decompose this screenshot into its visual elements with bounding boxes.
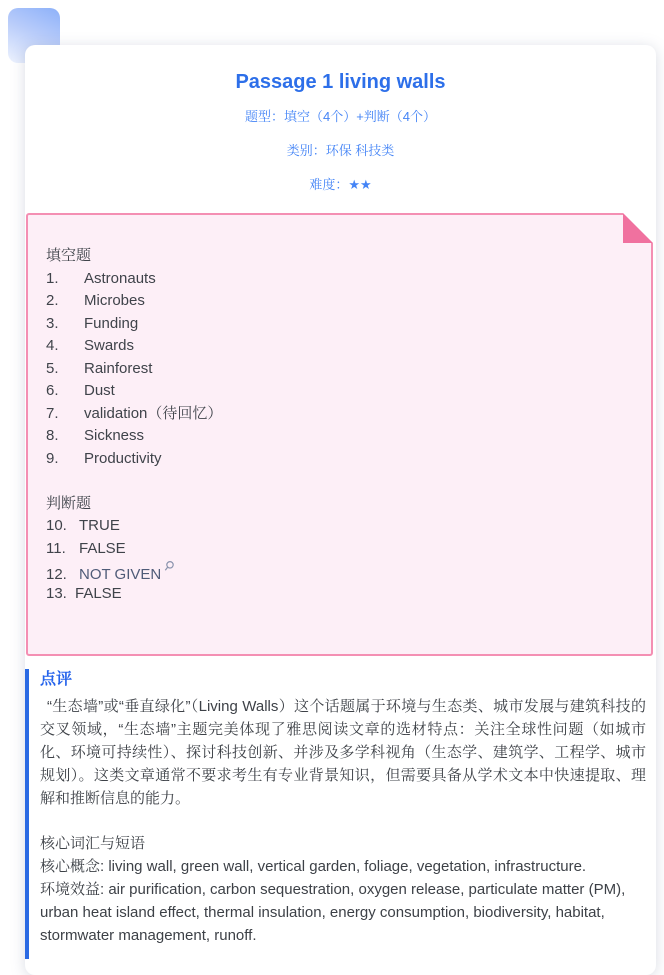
answer-number: 3. xyxy=(46,314,59,332)
answer-text: Swards xyxy=(84,337,135,354)
review-paragraph: “生态墙”或“垂直绿化”（Living Walls）这个话题属于环境与生态类、城市发展与建筑科技的交叉领域，“生态墙”主题完美体现了雅思阅读文章的选材特点：关注全球性问题（如城市化、环境可持续性）、探讨科技创新、并涉及多学科视角（生态学、建筑学、工程学、城市规划）。这类文章通常不要求考生有专业背景知识，但需要具备从学术文本中快速提取、理解和推断信息的能力。 xyxy=(40,698,646,807)
answer-item xyxy=(46,560,631,583)
blank-line xyxy=(46,470,631,493)
answer-item xyxy=(46,448,631,471)
vocab-core-concepts: 核心概念: living wall, green wall, vertical garden, foliage, vegetation, infrastructure. xyxy=(40,858,587,875)
page-title: Passage 1 living walls xyxy=(235,71,446,93)
meta-difficulty: 难度：★★ xyxy=(309,177,372,192)
answer-text: Funding xyxy=(84,314,139,332)
answer-number: 7. xyxy=(46,404,59,422)
answer-item xyxy=(46,290,631,313)
answer-text: TRUE xyxy=(79,517,120,534)
judge-section-label: 判断题 xyxy=(46,494,92,512)
answer-number: 13. xyxy=(46,584,67,602)
review-heading: 点评 xyxy=(40,671,73,688)
content-card xyxy=(25,45,656,975)
answer-number: 8. xyxy=(46,427,59,444)
answer-item xyxy=(46,403,631,426)
review-section xyxy=(25,669,656,959)
answer-item xyxy=(46,515,631,538)
answer-number: 4. xyxy=(46,337,59,354)
answer-item xyxy=(46,538,631,561)
answer-number: 5. xyxy=(46,359,59,377)
meta-question-types: 题型：填空（4个）+判断（4个） xyxy=(244,109,437,124)
blank-line xyxy=(40,810,646,832)
answer-item xyxy=(46,335,631,358)
answer-item xyxy=(46,313,631,336)
answer-text: Rainforest xyxy=(84,359,153,377)
answer-text: FALSE xyxy=(75,584,122,602)
meta-category: 类别：环保 科技类 xyxy=(286,143,395,158)
answer-number: 6. xyxy=(46,382,59,399)
answer-text: Astronauts xyxy=(84,269,156,287)
vocab-heading: 核心词汇与短语 xyxy=(40,835,146,852)
answer-item xyxy=(46,268,631,291)
judge-answers-list xyxy=(46,515,631,605)
answer-text: Sickness xyxy=(84,427,145,444)
answer-item xyxy=(46,583,631,606)
answer-text: FALSE xyxy=(79,539,126,557)
answer-number: 12. xyxy=(46,566,67,583)
answer-item xyxy=(46,380,631,403)
folded-corner xyxy=(623,213,653,243)
answer-text: validation（待回忆） xyxy=(84,404,223,422)
answer-number: 1. xyxy=(46,269,59,287)
answers-panel xyxy=(26,213,653,656)
vocab-environmental-benefits: 环境效益: air purification, carbon sequestration, oxygen release, particulate matter (PM), urban heat island effect, thermal insulation, energy consumption, biodiversity, habitat, stormwater management, runoff. xyxy=(40,881,626,944)
answer-item xyxy=(46,358,631,381)
answer-text: Productivity xyxy=(84,449,162,467)
magnifier-icon[interactable] xyxy=(163,560,175,573)
answer-text: Microbes xyxy=(84,292,145,309)
answer-number: 9. xyxy=(46,449,59,467)
answer-text: Dust xyxy=(84,382,115,399)
fill-answers-list xyxy=(46,268,631,471)
answer-text-link[interactable]: NOT GIVEN xyxy=(79,566,162,583)
answer-number: 11. xyxy=(46,539,66,557)
fill-section-label: 填空题 xyxy=(46,247,92,264)
answer-number: 10. xyxy=(46,517,67,534)
answer-number: 2. xyxy=(46,292,59,309)
answer-item xyxy=(46,425,631,448)
